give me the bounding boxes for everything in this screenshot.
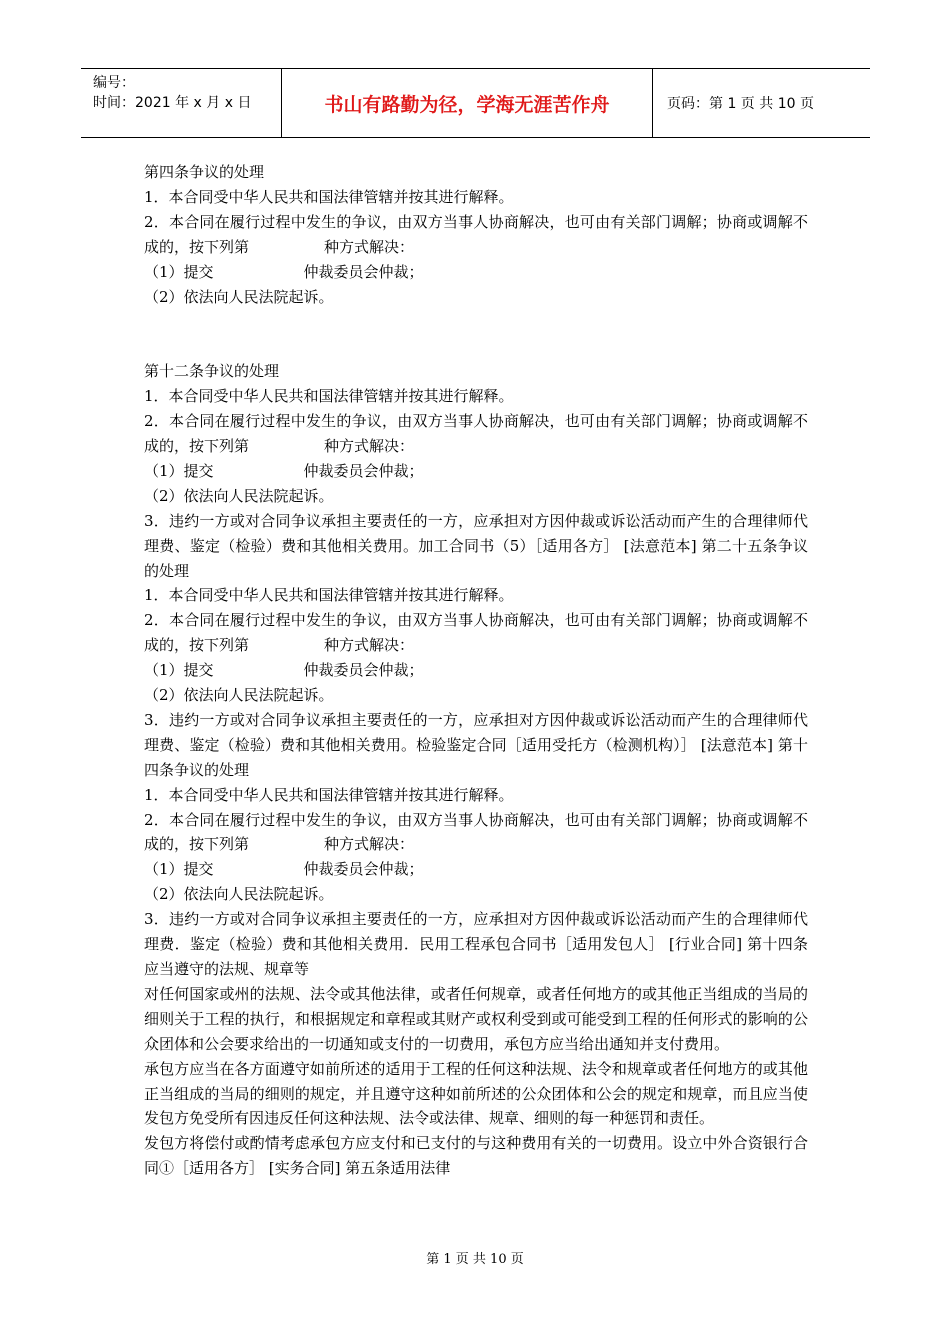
text-line: （1）提交 仲裁委员会仲裁； (144, 262, 424, 281)
text-line: （2）依法向人民法院起诉。 (144, 486, 334, 505)
text-line: 第四条争议的处理 (144, 163, 265, 181)
header-page-label: 页码：第 1 页 共 10 页 (667, 96, 814, 112)
text-line: （1）提交 仲裁委员会仲裁； (144, 661, 424, 680)
text-line: 2．本合同在履行过程中发生的争议，由双方当事人协商解决，也可由有关部门调解；协商或调解不成的，按下列第 种方式解决： (144, 212, 808, 256)
text-line: 3．违约一方或对合同争议承担主要责任的一方，应承担对方因仲裁或诉讼活动而产生的合理律师代理费、鉴定（检验）费和其他相关费用。加工合同书（5）［适用各方］ [法意范本] 第二十五条争议的处理 (144, 511, 808, 580)
blank-line (144, 334, 808, 359)
text-line: 2．本合同在履行过程中发生的争议，由双方当事人协商解决，也可由有关部门调解；协商或调解不成的，按下列第 种方式解决： (144, 412, 808, 455)
blank-line (144, 309, 808, 334)
text-line: 对任何国家或州的法规、法令或其他法律，或者任何规章，或者任何地方的或其他正当组成的当局的细则关于工程的执行，和根据规定和章程或其财产或权利受到或可能受到工程的任何形式的影响的公众团体和公会要求给出的一切通知或支付的一切费用，承包方应当给出通知并支付费用。 (144, 984, 808, 1053)
text-line: 1．本合同受中华人民共和国法律管辖并按其进行解释。 (144, 586, 514, 605)
text-line: （2）依法向人民法院起诉。 (144, 287, 334, 306)
text-line: 1．本合同受中华人民共和国法律管辖并按其进行解释。 (144, 387, 514, 406)
text-line: 2．本合同在履行过程中发生的争议，由双方当事人协商解决，也可由有关部门调解；协商或调解不成的，按下列第 种方式解决： (144, 810, 808, 854)
text-line: （2）依法向人民法院起诉。 (144, 686, 334, 705)
document-body (144, 160, 808, 1181)
text-line: 第十二条争议的处理 (144, 362, 280, 381)
text-line: 1．本合同受中华人民共和国法律管辖并按其进行解释。 (144, 785, 514, 804)
text-line: 承包方应当在各方面遵守如前所述的适用于工程的任何这种法规、法令和规章或者任何地方的或其他正当组成的当局的细则的规定，并且遵守这种如前所述的公众团体和公会的规定和规章，而且应当使发包方免受所有因违反任何这种法规、法令或法律、规章、细则的每一种惩罚和责任。 (144, 1059, 808, 1128)
text-line: 发包方将偿付或酌情考虑承包方应支付和已支付的与这种费用有关的一切费用。设立中外合资银行合同①［适用各方］ [实务合同] 第五条适用法律 (144, 1134, 808, 1178)
text-line: 1．本合同受中华人民共和国法律管辖并按其进行解释。 (144, 187, 514, 206)
page-header (81, 68, 870, 138)
text-line: 3．违约一方或对合同争议承担主要责任的一方，应承担对方因仲裁或诉讼活动而产生的合理律师代理费、鉴定（检验）费和其他相关费用。检验鉴定合同［适用受托方（检测机构）］ [法意范本] 第十四条争议的处理 (144, 710, 808, 779)
text-line: 2．本合同在履行过程中发生的争议，由双方当事人协商解决，也可由有关部门调解；协商或调解不成的，按下列第 种方式解决： (144, 611, 808, 655)
page-footer: 第 1 页 共 10 页 (426, 1252, 524, 1267)
header-meta (81, 69, 282, 137)
serial-label: 编号： (93, 75, 135, 91)
date-label: 时间：2021 年 x 月 x 日 (93, 95, 252, 111)
text-line: （1）提交 仲裁委员会仲裁； (144, 860, 424, 879)
text-line: 3．违约一方或对合同争议承担主要责任的一方，应承担对方因仲裁或诉讼活动而产生的合理律师代理费．鉴定（检验）费和其他相关费用．民用工程承包合同书［适用发包人］ [行业合同] 第十四条应当遵守的法规、规章等 (144, 910, 808, 978)
text-line: （1）提交 仲裁委员会仲裁； (144, 461, 424, 480)
header-motto: 书山有路勤为径，学海无涯苦作舟 (282, 69, 653, 137)
text-line: （2）依法向人民法院起诉。 (144, 885, 334, 904)
